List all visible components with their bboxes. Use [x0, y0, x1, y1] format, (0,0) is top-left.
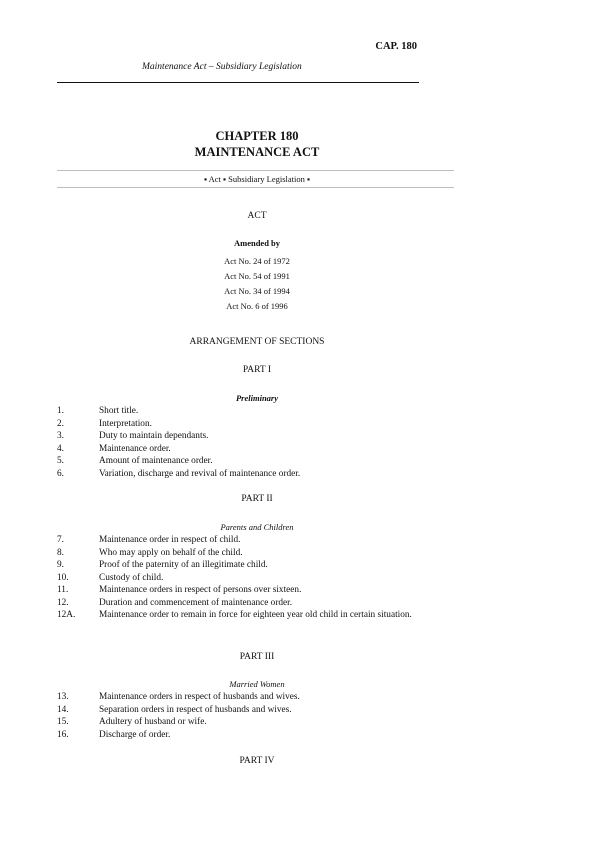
section-title: Interpretation. — [99, 418, 152, 429]
section-number: 4. — [57, 443, 64, 454]
nav-bullet: ▪ — [223, 174, 227, 184]
section-row[interactable] — [57, 547, 437, 560]
section-title: Maintenance orders in respect of husbands and wives. — [99, 692, 300, 702]
amending-act: Act No. 54 of 1991 — [224, 271, 290, 281]
section-number: 7. — [57, 535, 64, 545]
nav-rule-top — [57, 170, 454, 171]
part-subtitle: Preliminary — [235, 393, 279, 403]
nav-rule-bottom — [57, 187, 454, 188]
part-label: PART IV — [239, 756, 275, 766]
section-title: Proof of the paternity of an illegitimate child. — [99, 560, 268, 570]
section-number: 12A. — [57, 610, 76, 620]
section-row[interactable] — [57, 716, 437, 729]
section-number: 14. — [57, 704, 69, 715]
part-subtitle: Parents and Children — [220, 522, 294, 532]
section-title: Amount of maintenance order. — [99, 456, 213, 466]
amended-by-heading: Amended by — [233, 238, 281, 248]
section-title: Maintenance order. — [99, 443, 171, 454]
arrangement-heading: ARRANGEMENT OF SECTIONS — [189, 337, 325, 347]
nav-bullet: ▪ — [203, 174, 207, 184]
running-title: Maintenance Act – Subsidiary Legislation — [142, 62, 302, 72]
section-row[interactable] — [57, 468, 437, 481]
section-number: 1. — [57, 406, 64, 416]
section-number: 5. — [57, 456, 64, 466]
section-number: 9. — [57, 560, 64, 570]
section-title: Short title. — [99, 406, 139, 416]
section-row[interactable] — [57, 729, 437, 742]
nav-link-subsidiary-legislation[interactable]: Subsidiary Legislation — [228, 174, 305, 184]
part-label: PART I — [242, 365, 272, 375]
section-row[interactable] — [57, 597, 437, 610]
section-list — [57, 405, 437, 480]
amending-act: Act No. 6 of 1996 — [226, 301, 288, 311]
section-row[interactable] — [57, 572, 437, 585]
section-number: 16. — [57, 729, 69, 740]
section-title: Maintenance order in respect of child. — [99, 535, 241, 545]
section-title: Maintenance order to remain in force for eighteen year old child in certain situation. — [99, 610, 412, 620]
amending-act: Act No. 34 of 1994 — [224, 286, 290, 296]
section-number: 15. — [57, 717, 69, 727]
section-title: Maintenance orders in respect of persons over sixteen. — [99, 585, 302, 595]
section-title: Adultery of husband or wife. — [99, 717, 207, 727]
section-row[interactable] — [57, 405, 437, 418]
section-list — [57, 534, 437, 622]
act-heading: ACT — [247, 211, 267, 221]
section-title: Duration and commencement of maintenance order. — [99, 597, 293, 608]
section-title: Custody of child. — [99, 572, 164, 583]
section-title: Who may apply on behalf of the child. — [99, 547, 243, 558]
amending-act: Act No. 24 of 1972 — [224, 256, 290, 266]
section-title: Discharge of order. — [99, 729, 171, 740]
section-title: Duty to maintain dependants. — [99, 431, 209, 441]
part-label: PART II — [241, 494, 273, 504]
chapter-title: CHAPTER 180 — [215, 129, 299, 143]
section-row[interactable] — [57, 691, 437, 704]
section-number: 10. — [57, 572, 69, 583]
section-title: Variation, discharge and revival of maintenance order. — [99, 468, 301, 479]
section-row[interactable] — [57, 609, 437, 622]
nav-bullet: ▪ — [307, 174, 311, 184]
nav-link-act[interactable]: Act — [208, 174, 221, 184]
part-subtitle: Married Women — [229, 679, 285, 689]
section-number: 12. — [57, 597, 69, 608]
section-row[interactable] — [57, 455, 437, 468]
section-row[interactable] — [57, 430, 437, 443]
chapter-cap-label: CAP. 180 — [375, 41, 417, 52]
section-list — [57, 691, 437, 741]
section-number: 2. — [57, 418, 64, 429]
section-number: 6. — [57, 468, 64, 479]
section-row[interactable] — [57, 584, 437, 597]
section-row[interactable] — [57, 418, 437, 431]
act-title: MAINTENANCE ACT — [194, 145, 320, 159]
section-row[interactable] — [57, 704, 437, 717]
section-title: Separation orders in respect of husbands and wives. — [99, 704, 292, 715]
nav-bar — [57, 174, 457, 184]
section-row[interactable] — [57, 534, 437, 547]
part-label: PART III — [239, 652, 275, 662]
section-row[interactable] — [57, 559, 437, 572]
section-row[interactable] — [57, 443, 437, 456]
section-number: 13. — [57, 692, 69, 702]
header-rule — [57, 82, 419, 83]
section-number: 11. — [57, 585, 69, 595]
section-number: 8. — [57, 547, 64, 558]
section-number: 3. — [57, 431, 64, 441]
